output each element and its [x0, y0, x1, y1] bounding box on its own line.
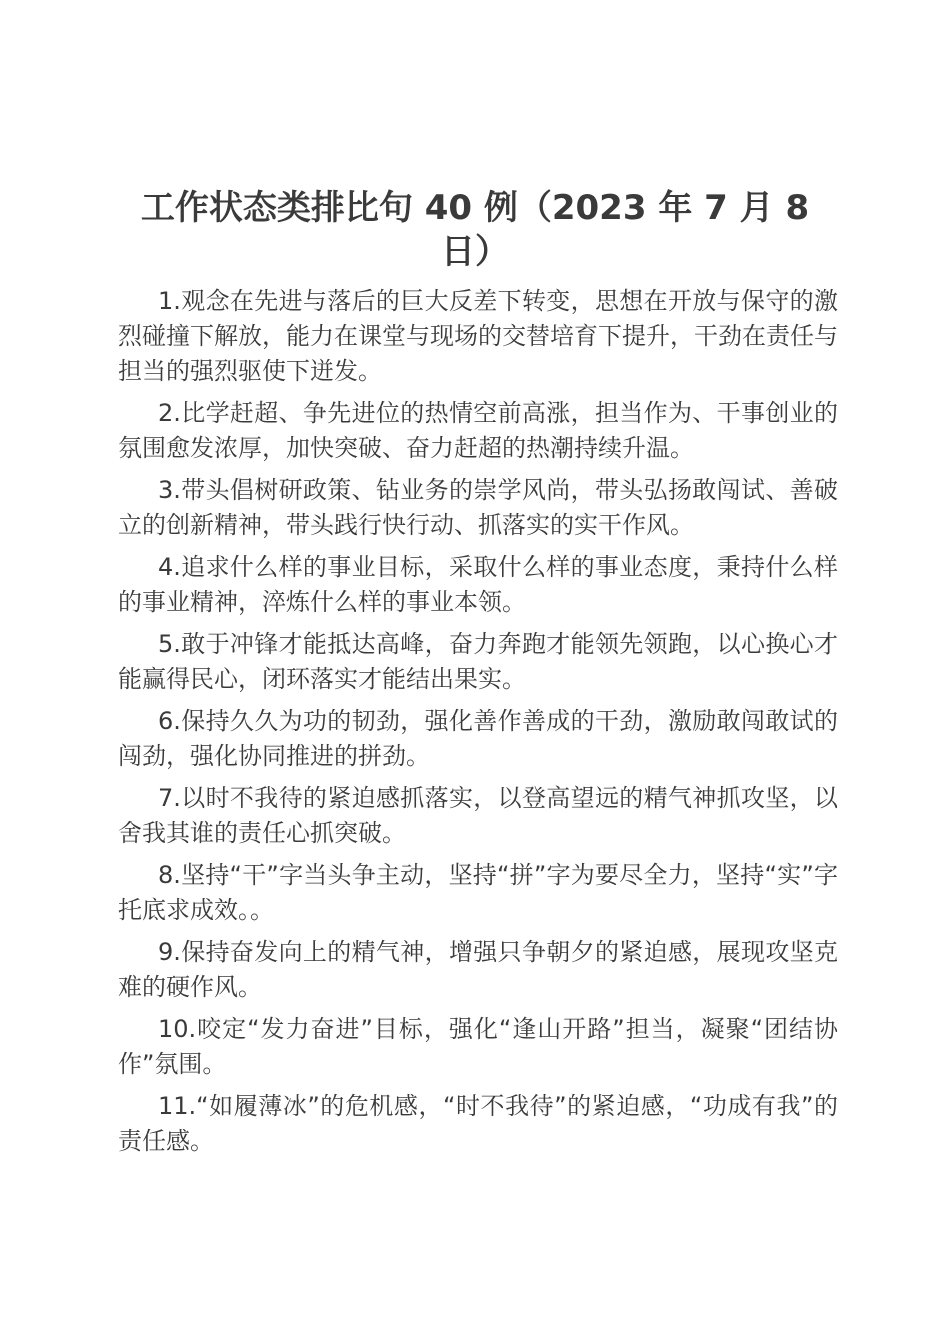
paragraph-7: 7.以时不我待的紧迫感抓落实，以登高望远的精气神抓攻坚，以舍我其谁的责任心抓突破。: [118, 784, 838, 847]
paragraph-11: 11.“如履薄冰”的危机感，“时不我待”的紧迫感，“功成有我”的责任感。: [118, 1092, 838, 1155]
paragraph-4: 4.追求什么样的事业目标，采取什么样的事业态度，秉持什么样的事业精神，淬炼什么样的事业本领。: [118, 553, 838, 616]
paragraph-2: 2.比学赶超、争先进位的热情空前高涨，担当作为、干事创业的氛围愈发浓厚，加快突破、奋力赶超的热潮持续升温。: [118, 399, 838, 462]
document-title: 工作状态类排比句 40 例（2023 年 7 月 8 日）: [140, 188, 810, 272]
paragraph-8: 8.坚持“干”字当头争主动，坚持“拼”字为要尽全力，坚持“实”字托底求成效。。: [118, 861, 838, 924]
paragraph-5: 5.敢于冲锋才能抵达高峰，奋力奔跑才能领先领跑，以心换心才能赢得民心，闭环落实才能结出果实。: [118, 630, 838, 693]
paragraph-6: 6.保持久久为功的韧劲，强化善作善成的干劲，激励敢闯敢试的闯劲，强化协同推进的拼劲。: [118, 707, 838, 770]
paragraph-10: 10.咬定“发力奋进”目标，强化“逢山开路”担当，凝聚“团结协作”氛围。: [118, 1015, 838, 1078]
paragraph-3: 3.带头倡树研政策、钻业务的崇学风尚，带头弘扬敢闯试、善破立的创新精神，带头践行快行动、抓落实的实干作风。: [118, 476, 838, 539]
document-body: [118, 284, 838, 1166]
paragraph-1: 1.观念在先进与落后的巨大反差下转变，思想在开放与保守的激烈碰撞下解放，能力在课堂与现场的交替培育下提升，干劲在责任与担当的强烈驱使下迸发。: [118, 287, 838, 385]
paragraph-9: 9.保持奋发向上的精气神，增强只争朝夕的紧迫感，展现攻坚克难的硬作风。: [118, 938, 838, 1001]
